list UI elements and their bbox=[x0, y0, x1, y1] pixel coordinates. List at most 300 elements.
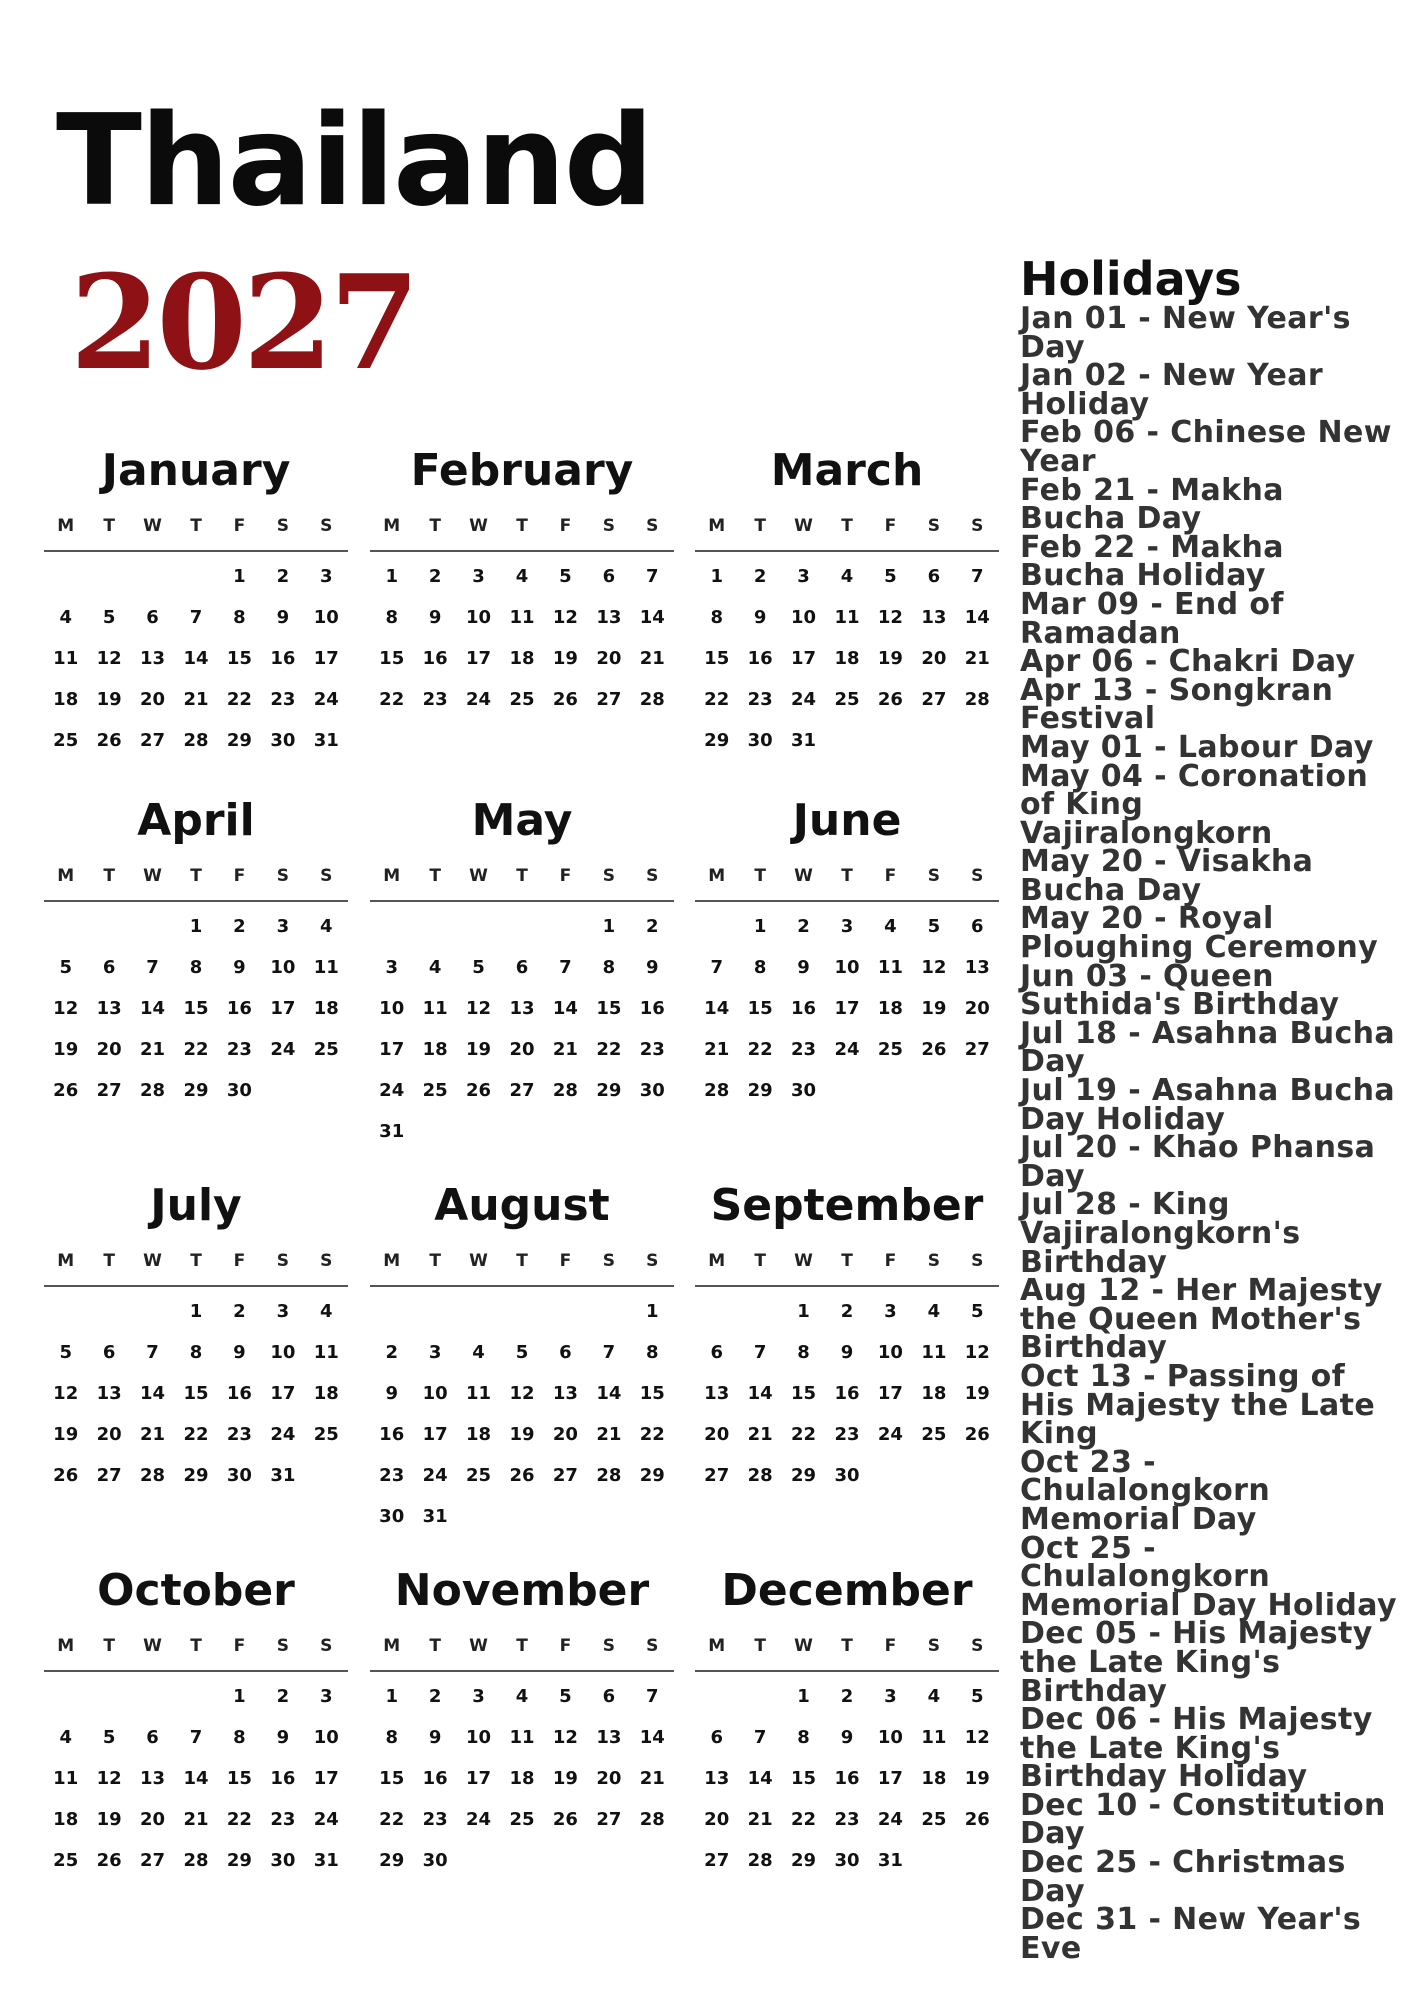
weekday-label: F bbox=[559, 516, 572, 536]
weekday-label: W bbox=[143, 1636, 162, 1656]
day-cell: 8 bbox=[189, 957, 203, 978]
holiday-item: Mar 09 - End of Ramadan bbox=[1020, 586, 1284, 651]
day-cell: 15 bbox=[596, 998, 622, 1019]
month-march bbox=[695, 440, 999, 800]
weekday-label: S bbox=[276, 516, 289, 536]
day-cell: 20 bbox=[140, 689, 166, 710]
day-cell: 26 bbox=[552, 689, 578, 710]
day-cell: 10 bbox=[466, 607, 492, 628]
weekday-label: T bbox=[103, 1251, 115, 1271]
day-cell: 8 bbox=[710, 607, 723, 628]
day-cell: 1 bbox=[753, 916, 767, 937]
day-cell: 1 bbox=[797, 1686, 810, 1707]
weekday-label: S bbox=[602, 1251, 615, 1271]
day-cell: 24 bbox=[270, 1039, 296, 1060]
day-cell: 25 bbox=[509, 1809, 535, 1830]
day-cell: 23 bbox=[747, 689, 773, 710]
day-cell: 12 bbox=[509, 1383, 535, 1404]
day-cell: 5 bbox=[59, 1342, 72, 1363]
weekday-label: F bbox=[233, 1251, 246, 1271]
weekday-label: M bbox=[383, 516, 401, 536]
day-cell: 8 bbox=[797, 1342, 810, 1363]
day-cell: 20 bbox=[552, 1424, 578, 1445]
day-cell: 29 bbox=[791, 1465, 817, 1486]
day-cell: 13 bbox=[140, 648, 166, 669]
weekday-label: F bbox=[233, 866, 246, 886]
weekday-label: W bbox=[794, 1636, 813, 1656]
day-cell: 31 bbox=[877, 1850, 903, 1871]
day-cell: 21 bbox=[596, 1424, 622, 1445]
day-cell: 10 bbox=[379, 998, 405, 1019]
day-cell: 25 bbox=[53, 730, 79, 751]
day-cell: 4 bbox=[927, 1686, 941, 1707]
day-cell: 3 bbox=[472, 566, 485, 587]
day-cell: 25 bbox=[921, 1809, 947, 1830]
day-cell: 11 bbox=[422, 998, 448, 1019]
day-cell: 8 bbox=[385, 1727, 398, 1748]
day-cell: 16 bbox=[791, 998, 817, 1019]
day-cell: 4 bbox=[927, 1301, 941, 1322]
day-cell: 17 bbox=[313, 1768, 339, 1789]
month-name: October bbox=[97, 1565, 295, 1616]
day-cell: 29 bbox=[379, 1850, 405, 1871]
day-cell: 21 bbox=[747, 1809, 773, 1830]
day-cell: 5 bbox=[559, 566, 572, 587]
day-cell: 10 bbox=[422, 1383, 448, 1404]
month-name: July bbox=[150, 1180, 242, 1231]
weekday-label: T bbox=[103, 866, 115, 886]
day-cell: 28 bbox=[704, 1080, 730, 1101]
day-cell: 4 bbox=[515, 1686, 529, 1707]
weekday-label: F bbox=[559, 1636, 572, 1656]
holiday-item: Apr 13 - Songkran Festival bbox=[1020, 672, 1334, 737]
weekday-label: W bbox=[469, 516, 488, 536]
weekday-label: M bbox=[708, 866, 726, 886]
day-cell: 18 bbox=[422, 1039, 448, 1060]
holidays-panel bbox=[1020, 252, 1400, 1966]
day-cell: 12 bbox=[877, 607, 903, 628]
day-cell: 4 bbox=[59, 607, 72, 628]
day-cell: 11 bbox=[53, 648, 79, 669]
month-april bbox=[44, 790, 348, 1150]
day-cell: 19 bbox=[466, 1039, 492, 1060]
day-cell: 7 bbox=[189, 607, 203, 628]
day-cell: 31 bbox=[379, 1121, 405, 1142]
weekday-header bbox=[695, 502, 999, 552]
day-cell: 30 bbox=[791, 1080, 817, 1101]
month-name: September bbox=[710, 1180, 984, 1231]
day-cell: 13 bbox=[596, 1727, 622, 1748]
weekday-label: W bbox=[794, 1251, 813, 1271]
day-cell: 26 bbox=[53, 1465, 79, 1486]
weekday-label: M bbox=[383, 1636, 401, 1656]
day-cell: 11 bbox=[313, 1342, 339, 1363]
day-cell: 14 bbox=[639, 607, 665, 628]
weekday-label: T bbox=[429, 866, 441, 886]
day-cell: 22 bbox=[183, 1039, 209, 1060]
day-cell: 30 bbox=[422, 1850, 448, 1871]
day-cell: 5 bbox=[971, 1686, 984, 1707]
day-cell: 4 bbox=[320, 1301, 333, 1322]
weekday-label: F bbox=[559, 866, 572, 886]
day-cell: 18 bbox=[313, 998, 339, 1019]
day-cell: 28 bbox=[596, 1465, 622, 1486]
day-cell: 29 bbox=[747, 1080, 773, 1101]
day-cell: 10 bbox=[834, 957, 860, 978]
day-cell: 15 bbox=[183, 1383, 209, 1404]
weekday-label: S bbox=[320, 516, 333, 536]
day-cell: 1 bbox=[797, 1301, 810, 1322]
weekday-label: S bbox=[927, 1251, 940, 1271]
weekday-header bbox=[44, 1237, 348, 1287]
day-cell: 22 bbox=[379, 689, 405, 710]
holiday-item: Jul 20 - Khao Phansa Day bbox=[1020, 1130, 1376, 1194]
day-cell: 21 bbox=[140, 1039, 166, 1060]
day-cell: 6 bbox=[102, 957, 116, 978]
day-cell: 1 bbox=[189, 916, 203, 937]
day-cell: 22 bbox=[639, 1424, 665, 1445]
day-cell: 20 bbox=[509, 1039, 535, 1060]
day-cell: 6 bbox=[927, 566, 941, 587]
weekday-label: S bbox=[646, 516, 659, 536]
holiday-item: Jul 19 - Asahna Bucha Day Holiday bbox=[1020, 1073, 1396, 1137]
weekday-label: T bbox=[754, 516, 766, 536]
day-cell: 24 bbox=[379, 1080, 405, 1101]
weekday-label: W bbox=[143, 516, 162, 536]
day-cell: 16 bbox=[270, 1768, 296, 1789]
day-cell: 10 bbox=[270, 957, 296, 978]
day-cell: 10 bbox=[270, 1342, 296, 1363]
day-cell: 16 bbox=[639, 998, 665, 1019]
day-cell: 28 bbox=[747, 1465, 773, 1486]
day-cell: 16 bbox=[226, 998, 252, 1019]
day-cell: 30 bbox=[747, 730, 773, 751]
holiday-item: May 20 - Visakha Bucha Day bbox=[1020, 844, 1314, 908]
day-cell: 7 bbox=[146, 1342, 159, 1363]
day-cell: 30 bbox=[226, 1080, 252, 1101]
day-cell: 6 bbox=[146, 607, 159, 628]
weekday-label: S bbox=[646, 866, 659, 886]
day-cell: 2 bbox=[385, 1342, 398, 1363]
day-cell: 5 bbox=[559, 1686, 572, 1707]
weekday-label: M bbox=[708, 1636, 726, 1656]
weekday-label: T bbox=[516, 1251, 528, 1271]
day-cell: 9 bbox=[840, 1342, 854, 1363]
holiday-item: Jan 01 - New Year's Day bbox=[1020, 301, 1351, 365]
day-grid bbox=[44, 1287, 348, 1496]
weekday-label: T bbox=[841, 516, 853, 536]
day-cell: 29 bbox=[226, 730, 252, 751]
day-cell: 10 bbox=[466, 1727, 492, 1748]
day-cell: 15 bbox=[226, 648, 252, 669]
year-title: 2027 bbox=[70, 246, 416, 399]
day-cell: 18 bbox=[466, 1424, 492, 1445]
holiday-item: Dec 10 - Constitution Day bbox=[1020, 1787, 1386, 1852]
day-cell: 5 bbox=[515, 1342, 529, 1363]
weekday-label: S bbox=[602, 866, 615, 886]
holiday-item: Dec 31 - New Year's Eve bbox=[1020, 1902, 1362, 1966]
day-cell: 17 bbox=[422, 1424, 448, 1445]
holiday-item: Oct 23 - Chulalongkorn Memorial Day bbox=[1020, 1444, 1271, 1537]
weekday-label: S bbox=[276, 1251, 289, 1271]
weekday-header bbox=[370, 502, 674, 552]
day-cell: 23 bbox=[270, 689, 296, 710]
day-cell: 20 bbox=[140, 1809, 166, 1830]
day-cell: 8 bbox=[753, 957, 767, 978]
weekday-label: S bbox=[927, 866, 940, 886]
weekday-label: T bbox=[841, 1251, 853, 1271]
day-cell: 22 bbox=[791, 1809, 817, 1830]
day-cell: 17 bbox=[466, 1768, 492, 1789]
weekday-label: S bbox=[602, 1636, 615, 1656]
month-name: August bbox=[434, 1180, 610, 1231]
day-cell: 12 bbox=[53, 998, 79, 1019]
day-cell: 29 bbox=[791, 1850, 817, 1871]
day-cell: 27 bbox=[96, 1465, 122, 1486]
day-grid bbox=[695, 1287, 999, 1496]
day-cell: 8 bbox=[233, 607, 246, 628]
day-cell: 7 bbox=[646, 1686, 659, 1707]
holiday-item: Dec 05 - His Majesty the Late King's Birthday bbox=[1020, 1616, 1373, 1709]
day-cell: 12 bbox=[552, 607, 578, 628]
weekday-label: S bbox=[971, 866, 984, 886]
day-cell: 24 bbox=[422, 1465, 448, 1486]
day-grid bbox=[370, 552, 674, 720]
month-name: December bbox=[721, 1565, 973, 1616]
day-cell: 9 bbox=[233, 957, 246, 978]
day-cell: 6 bbox=[559, 1342, 572, 1363]
day-cell: 6 bbox=[710, 1727, 723, 1748]
day-cell: 5 bbox=[59, 957, 72, 978]
day-cell: 19 bbox=[877, 648, 903, 669]
day-cell: 19 bbox=[96, 689, 122, 710]
weekday-label: S bbox=[320, 1251, 333, 1271]
day-cell: 15 bbox=[379, 648, 405, 669]
day-cell: 31 bbox=[313, 730, 339, 751]
day-cell: 4 bbox=[428, 957, 442, 978]
day-cell: 27 bbox=[509, 1080, 535, 1101]
day-cell: 9 bbox=[276, 1727, 290, 1748]
day-cell: 11 bbox=[466, 1383, 492, 1404]
day-cell: 3 bbox=[884, 1301, 897, 1322]
day-cell: 24 bbox=[270, 1424, 296, 1445]
day-cell: 29 bbox=[183, 1465, 209, 1486]
holiday-item: Oct 13 - Passing of His Majesty the Late King bbox=[1020, 1358, 1376, 1452]
day-cell: 29 bbox=[596, 1080, 622, 1101]
day-cell: 7 bbox=[146, 957, 159, 978]
day-cell: 13 bbox=[96, 998, 122, 1019]
day-cell: 14 bbox=[747, 1768, 773, 1789]
day-cell: 6 bbox=[102, 1342, 116, 1363]
weekday-label: W bbox=[143, 866, 162, 886]
day-cell: 3 bbox=[797, 566, 810, 587]
day-cell: 5 bbox=[102, 607, 116, 628]
day-cell: 6 bbox=[602, 1686, 616, 1707]
day-cell: 19 bbox=[53, 1424, 79, 1445]
day-cell: 28 bbox=[964, 689, 990, 710]
day-cell: 28 bbox=[140, 1465, 166, 1486]
day-cell: 4 bbox=[320, 916, 333, 937]
day-cell: 11 bbox=[921, 1727, 947, 1748]
day-cell: 22 bbox=[704, 689, 730, 710]
day-cell: 7 bbox=[753, 1727, 767, 1748]
day-cell: 21 bbox=[964, 648, 990, 669]
day-cell: 19 bbox=[96, 1809, 122, 1830]
day-cell: 20 bbox=[596, 1768, 622, 1789]
day-cell: 8 bbox=[602, 957, 616, 978]
weekday-label: W bbox=[794, 516, 813, 536]
day-cell: 27 bbox=[921, 689, 947, 710]
day-cell: 28 bbox=[183, 1850, 209, 1871]
day-cell: 24 bbox=[834, 1039, 860, 1060]
day-cell: 23 bbox=[226, 1424, 252, 1445]
day-cell: 21 bbox=[552, 1039, 578, 1060]
weekday-label: T bbox=[516, 1636, 528, 1656]
day-cell: 20 bbox=[96, 1039, 122, 1060]
day-cell: 11 bbox=[834, 607, 860, 628]
day-cell: 8 bbox=[189, 1342, 203, 1363]
weekday-label: F bbox=[884, 1251, 897, 1271]
weekday-label: S bbox=[646, 1636, 659, 1656]
day-grid bbox=[695, 1672, 999, 1881]
day-cell: 30 bbox=[639, 1080, 665, 1101]
country-title: Thailand bbox=[56, 87, 652, 234]
day-cell: 5 bbox=[927, 916, 941, 937]
day-cell: 9 bbox=[276, 607, 290, 628]
day-cell: 25 bbox=[422, 1080, 448, 1101]
weekday-label: S bbox=[320, 866, 333, 886]
day-cell: 13 bbox=[921, 607, 947, 628]
day-cell: 25 bbox=[53, 1850, 79, 1871]
day-cell: 23 bbox=[639, 1039, 665, 1060]
day-cell: 9 bbox=[753, 607, 767, 628]
weekday-label: M bbox=[708, 516, 726, 536]
day-cell: 8 bbox=[233, 1727, 246, 1748]
day-cell: 25 bbox=[313, 1424, 339, 1445]
day-cell: 31 bbox=[313, 1850, 339, 1871]
weekday-label: T bbox=[190, 866, 202, 886]
day-cell: 18 bbox=[877, 998, 903, 1019]
day-cell: 4 bbox=[840, 566, 854, 587]
day-cell: 31 bbox=[422, 1506, 448, 1527]
day-cell: 15 bbox=[791, 1383, 817, 1404]
day-cell: 3 bbox=[320, 566, 333, 587]
day-cell: 19 bbox=[552, 648, 578, 669]
day-cell: 16 bbox=[422, 1768, 448, 1789]
day-cell: 3 bbox=[276, 1301, 290, 1322]
day-cell: 18 bbox=[921, 1768, 947, 1789]
weekday-label: M bbox=[383, 866, 401, 886]
day-cell: 11 bbox=[921, 1342, 947, 1363]
day-cell: 2 bbox=[840, 1686, 854, 1707]
day-cell: 23 bbox=[834, 1809, 860, 1830]
weekday-label: M bbox=[57, 1636, 75, 1656]
day-cell: 12 bbox=[96, 648, 122, 669]
holiday-item: May 04 - Coronation of King Vajiralongkorn bbox=[1020, 758, 1369, 851]
day-cell: 11 bbox=[509, 1727, 535, 1748]
day-cell: 10 bbox=[791, 607, 817, 628]
day-cell: 21 bbox=[140, 1424, 166, 1445]
day-cell: 27 bbox=[596, 1809, 622, 1830]
weekday-label: T bbox=[190, 1251, 202, 1271]
day-cell: 15 bbox=[639, 1383, 665, 1404]
day-cell: 30 bbox=[834, 1850, 860, 1871]
day-cell: 13 bbox=[96, 1383, 122, 1404]
weekday-label: T bbox=[754, 1251, 766, 1271]
day-cell: 29 bbox=[226, 1850, 252, 1871]
day-cell: 21 bbox=[704, 1039, 730, 1060]
holiday-item: Oct 25 - Chulalongkorn Memorial Day Holiday bbox=[1020, 1530, 1397, 1623]
day-cell: 28 bbox=[552, 1080, 578, 1101]
day-cell: 13 bbox=[704, 1383, 730, 1404]
day-cell: 15 bbox=[183, 998, 209, 1019]
month-august bbox=[370, 1175, 674, 1535]
day-cell: 26 bbox=[921, 1039, 947, 1060]
month-october bbox=[44, 1560, 348, 1920]
day-cell: 25 bbox=[834, 689, 860, 710]
day-cell: 15 bbox=[704, 648, 730, 669]
day-cell: 24 bbox=[313, 1809, 339, 1830]
day-cell: 6 bbox=[146, 1727, 159, 1748]
weekday-label: T bbox=[429, 1251, 441, 1271]
weekday-label: T bbox=[429, 1636, 441, 1656]
day-cell: 7 bbox=[710, 957, 723, 978]
day-cell: 16 bbox=[834, 1383, 860, 1404]
day-cell: 19 bbox=[552, 1768, 578, 1789]
day-cell: 3 bbox=[884, 1686, 897, 1707]
day-cell: 24 bbox=[791, 689, 817, 710]
day-cell: 12 bbox=[552, 1727, 578, 1748]
day-cell: 22 bbox=[183, 1424, 209, 1445]
day-cell: 20 bbox=[921, 648, 947, 669]
month-name: November bbox=[394, 1565, 650, 1616]
day-cell: 25 bbox=[877, 1039, 903, 1060]
day-cell: 16 bbox=[834, 1768, 860, 1789]
day-cell: 10 bbox=[877, 1727, 903, 1748]
day-cell: 7 bbox=[753, 1342, 767, 1363]
day-cell: 14 bbox=[140, 1383, 166, 1404]
day-cell: 12 bbox=[921, 957, 947, 978]
day-cell: 28 bbox=[140, 1080, 166, 1101]
day-cell: 24 bbox=[466, 689, 492, 710]
day-cell: 28 bbox=[639, 1809, 665, 1830]
day-cell: 20 bbox=[964, 998, 990, 1019]
day-cell: 23 bbox=[422, 1809, 448, 1830]
weekday-header bbox=[370, 852, 674, 902]
day-cell: 8 bbox=[385, 607, 398, 628]
weekday-label: M bbox=[708, 1251, 726, 1271]
day-cell: 28 bbox=[183, 730, 209, 751]
weekday-label: M bbox=[57, 866, 75, 886]
day-grid bbox=[44, 1672, 348, 1881]
day-cell: 26 bbox=[552, 1809, 578, 1830]
day-cell: 2 bbox=[233, 1301, 246, 1322]
day-grid bbox=[695, 902, 999, 1111]
day-cell: 6 bbox=[710, 1342, 723, 1363]
month-december bbox=[695, 1560, 999, 1920]
day-cell: 26 bbox=[964, 1424, 990, 1445]
day-cell: 2 bbox=[428, 566, 442, 587]
day-cell: 12 bbox=[964, 1727, 990, 1748]
month-july bbox=[44, 1175, 348, 1535]
weekday-header bbox=[44, 852, 348, 902]
day-cell: 14 bbox=[964, 607, 990, 628]
weekday-header bbox=[44, 502, 348, 552]
day-cell: 18 bbox=[509, 648, 535, 669]
day-cell: 25 bbox=[466, 1465, 492, 1486]
holiday-item: Dec 25 - Christmas Day bbox=[1020, 1845, 1346, 1909]
day-cell: 30 bbox=[270, 730, 296, 751]
